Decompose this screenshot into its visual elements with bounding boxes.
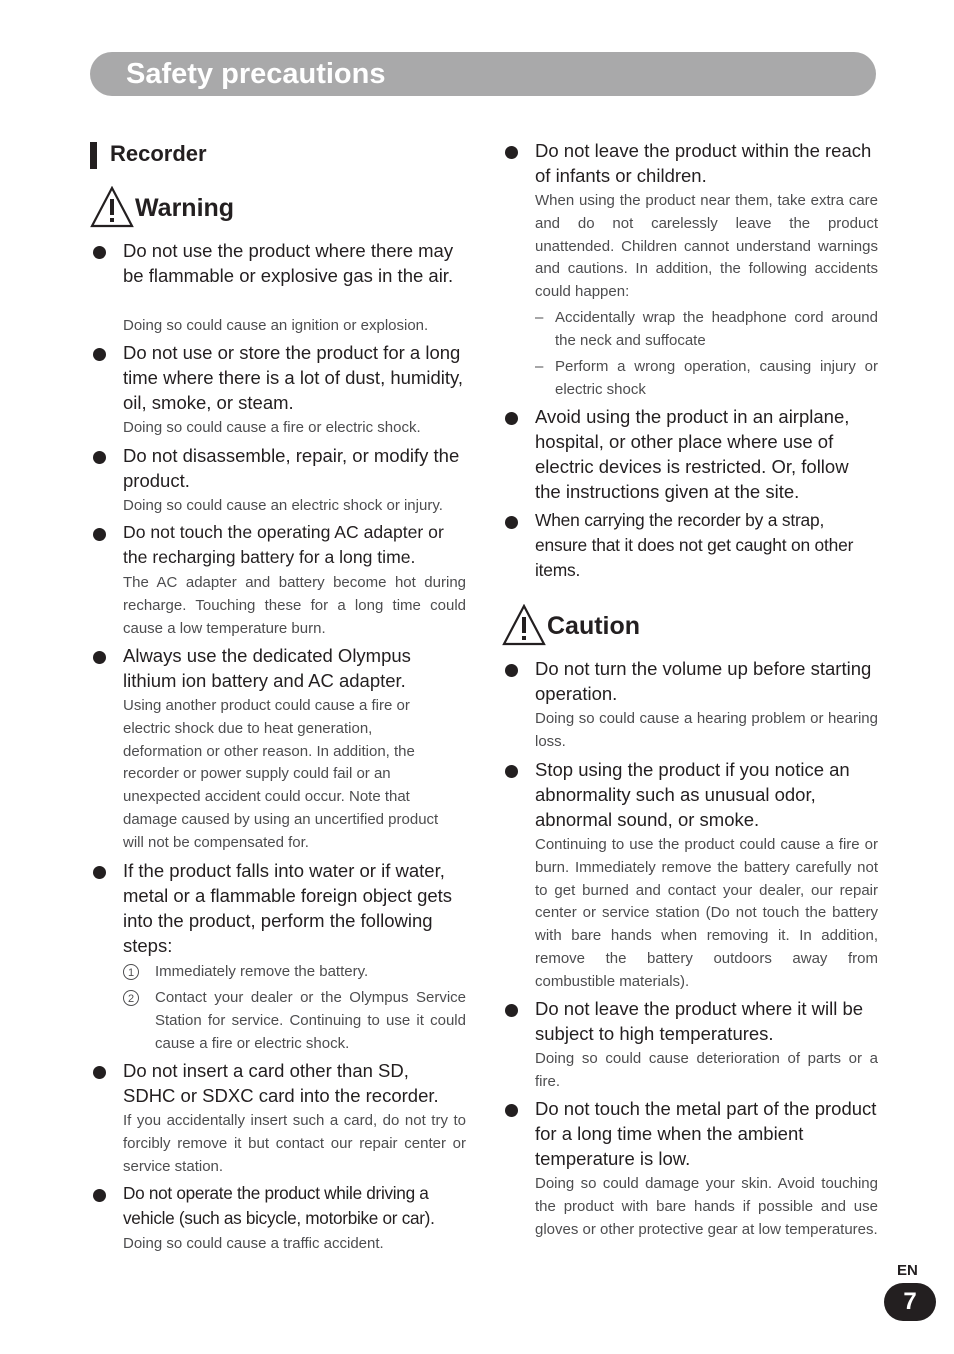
item-title: If the product falls into water or if water, metal or a flammable foreign object gets into the product, perform the following steps: [123,860,453,956]
warning-label: Warning [135,194,235,222]
caution-triangle-icon [502,604,546,646]
item-title: Do not turn the volume up before starting operation. [535,658,872,704]
section-title: Recorder [110,141,207,166]
bullet-icon [93,348,106,361]
bullet-icon [505,765,518,778]
bullet-icon [93,1066,106,1079]
dash-mark: – [535,358,544,375]
item-note: Doing so could cause a fire or electric shock. [123,419,421,436]
page-header [90,52,876,96]
bullet-icon [93,651,106,664]
item-title: Do not operate the product while driving a vehicle (such as bicycle, motorbike or car). [123,1183,435,1228]
item-note: Continuing to use the product could cause a fire or burn. Immediately remove the battery carefully not to get burned and contact your dealer, our repair center or service station (Do not touch the battery with bare hands when removing it. In addition, remove the battery outdoors away from combustible materials). [535,836,878,990]
item-note: Doing so could cause a hearing problem or hearing loss. [535,710,878,750]
step-text: Immediately remove the battery. [155,963,369,980]
bullet-icon [505,1004,518,1017]
item-title: Stop using the product if you notice an abnormality such as unusual odor, abnormal sound, or smoke. [535,759,850,830]
item-title: When carrying the recorder by a strap, ensure that it does not get caught on other items. [535,510,854,580]
bullet-icon [505,146,518,159]
caution-label: Caution [547,612,641,640]
item-title: Do not leave the product where it will be subject to high temperatures. [535,998,864,1044]
item-note: When using the product near them, take extra care and do not carelessly leave the product unattended. Children cannot understand warnings and cautions. In addition, the following accidents could happen: [535,192,878,301]
bullet-icon [505,664,518,677]
item-title: Do not leave the product within the reach of infants or children. [535,140,872,186]
step-text: Contact your dealer or the Olympus Service Station for service. Continuing to use it could cause a fire or electric shock. [155,989,466,1052]
bullet-icon [93,1189,106,1202]
step-number: 2 [123,990,139,1006]
bullet-icon [505,412,518,425]
bullet-icon [505,516,518,529]
item-note: Doing so could cause deterioration of parts or a fire. [535,1050,878,1090]
item-title: Do not touch the operating AC adapter or the recharging battery for a long time. [123,522,444,567]
bullet-icon [93,451,106,464]
bullet-icon [93,246,106,259]
item-note: If you accidentally insert such a card, do not try to forcibly remove it but contact our repair center or service station. [123,1112,466,1175]
item-title: Do not disassemble, repair, or modify the product. [123,445,460,491]
item-title: Do not insert a card other than SD, SDHC or SDXC card into the recorder. [123,1060,439,1106]
item-note: The AC adapter and battery become hot during recharge. Touching these for a long time could cause a low temperature burn. [123,574,466,637]
step-number: 1 [123,964,139,980]
item-note: Doing so could cause an electric shock or injury. [123,497,443,514]
dash-mark: – [535,309,544,326]
item-title: Do not use the product where there may be flammable or explosive gas in the air. [123,240,454,286]
page-title: Safety precautions [126,58,386,90]
bullet-icon [505,1104,518,1117]
language-code: EN [897,1262,918,1279]
item-title: Avoid using the product in an airplane, hospital, or other place where use of electric devices is restricted. Or, follow the instructions given at the site. [535,406,850,502]
item-title: Always use the dedicated Olympus lithium ion battery and AC adapter. [123,645,411,691]
item-title: Do not use or store the product for a long time where there is a lot of dust, humidity, oil, smoke, or steam. [123,342,464,413]
item-note: Using another product could cause a fire or electric shock due to heat generation, deformation or other reason. In addition, the recorder or power supply could fail or an unexpected accident could occur. Note that damage caused by using an uncertified product will not be compensated for. [123,697,439,851]
warning-triangle-icon [90,186,134,228]
bullet-icon [93,866,106,879]
page-number: 7 [884,1283,936,1321]
item-title: Do not touch the metal part of the product for a long time when the ambient temperature is low. [535,1098,877,1169]
item-note: Doing so could damage your skin. Avoid touching the product with bare hands if possible and use gloves or other protective gear at low temperatures. [535,1175,878,1238]
item-note: Doing so could cause an ignition or explosion. [123,317,429,334]
bullet-icon [93,528,106,541]
section-marker [90,142,97,169]
item-note: Doing so could cause a traffic accident. [123,1235,384,1252]
dash-text: Accidentally wrap the headphone cord around the neck and suffocate [555,309,878,349]
dash-text: Perform a wrong operation, causing injury or electric shock [555,358,878,398]
